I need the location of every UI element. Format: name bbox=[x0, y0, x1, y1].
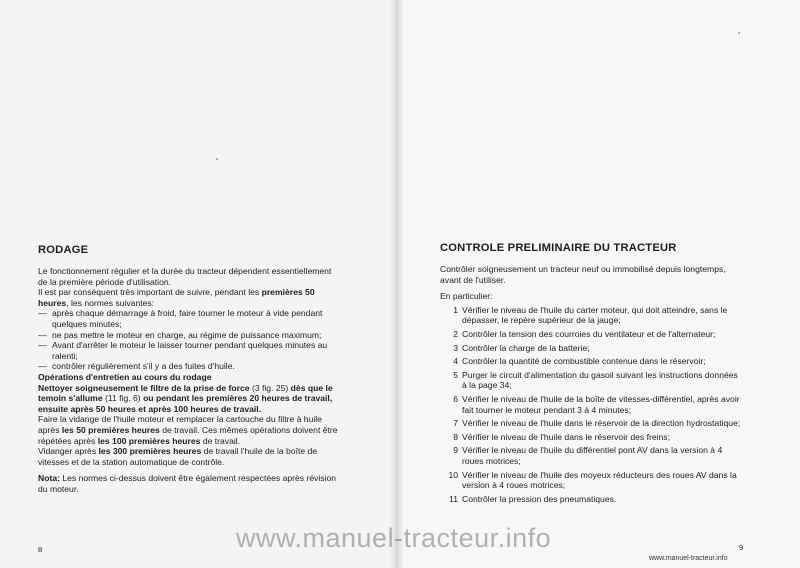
item-number: 6 bbox=[453, 393, 458, 404]
item-text: Vérifier le niveau de l'huile dans le réservoir des freins; bbox=[462, 431, 670, 442]
bullet-dash: — bbox=[38, 329, 47, 340]
rodage-body bbox=[38, 266, 341, 494]
book-gutter bbox=[390, 0, 404, 568]
bullet-dash: — bbox=[38, 308, 47, 319]
maintenance-subheading: Opérations d'entretien au cours du rodage bbox=[38, 371, 212, 382]
maint-ref-1: (3 fig. 25) bbox=[251, 382, 289, 393]
item-text: Vérifier le niveau de l'huile du différentiel pont AV dans la version à 4 roues motrices; bbox=[462, 445, 723, 466]
controle-body bbox=[440, 264, 744, 507]
checklist-item bbox=[440, 470, 744, 491]
source-footer: www.manuel-tracteur.info bbox=[649, 555, 728, 562]
en-particulier: En particulier: bbox=[440, 291, 493, 302]
watermark: www.manuel-tracteur.info bbox=[236, 523, 552, 553]
maint-ref-2: (11 fig. 6) bbox=[105, 393, 141, 404]
maintenance-paragraph bbox=[38, 383, 341, 415]
item-text: Vérifier le niveau de l'huile de la boîte de vitesses-différentiel, après avoir fait tourner le moteur pendant 3 à 4 minutes; bbox=[462, 393, 740, 415]
item-number: 5 bbox=[453, 369, 458, 380]
checklist-item bbox=[440, 445, 744, 466]
rodage-intro-1: Le fonctionnement régulier et la durée du tracteur dépendent essentiellement de la première période d'utilisation. bbox=[38, 266, 332, 287]
bullet-text: Avant d'arrêter le moteur le laisser tourner pendant quelques minutes au ralenti; bbox=[52, 340, 328, 361]
item-text: Contrôler la charge de la batterie; bbox=[462, 342, 590, 353]
rodage-title: RODAGE bbox=[38, 244, 89, 256]
checklist-item bbox=[440, 370, 744, 391]
speck bbox=[738, 32, 740, 34]
maint-bold-3: ou pendant les premières 20 heures de travail, ensuite après 50 heures et après 100 heures de travail. bbox=[38, 393, 333, 414]
intro-2-start: Il est par conséquent très important de suivre, pendant les bbox=[38, 287, 260, 298]
maint-bold-2: dès que le temoin s'allume bbox=[38, 382, 333, 404]
vidange-text-1: Faire la vidange de l'huile moteur et remplacer la cartouche du filtre à huile après bbox=[38, 414, 322, 435]
checklist-item bbox=[440, 305, 744, 326]
bullet-dash: — bbox=[38, 361, 47, 372]
vidange-paragraph bbox=[38, 414, 341, 446]
v300-bold: les 300 premières heures bbox=[98, 446, 202, 457]
item-number: 9 bbox=[453, 445, 458, 456]
item-text: Vérifier le niveau de l'huile des moyeux réducteurs des roues AV dans la version à 4 roues motrices; bbox=[462, 469, 737, 491]
intro-2-end: , les normes suivantes: bbox=[66, 297, 155, 308]
vidange-text-3: de travail. bbox=[202, 435, 241, 446]
bullet-item bbox=[38, 361, 341, 372]
vidange-bold-2: les 100 premières heures bbox=[97, 435, 201, 446]
item-text: Vérifier le niveau de l'huile du carter moteur, qui doit atteindre, sans le dépasser, le repère supérieur de la jauge; bbox=[462, 304, 728, 326]
item-number: 7 bbox=[453, 418, 458, 429]
item-text: Contrôler la pression des pneumatiques. bbox=[462, 493, 617, 504]
vidange-bold-1: les 50 premières heures bbox=[61, 424, 160, 435]
note-paragraph bbox=[38, 473, 341, 494]
item-number: 10 bbox=[448, 469, 458, 480]
bullet-text: après chaque démarrage à froid, faire tourner le moteur à vide pendant quelques minutes; bbox=[52, 308, 323, 329]
checklist-item bbox=[440, 418, 744, 429]
item-number: 11 bbox=[449, 493, 458, 504]
vidange-text-2: de travail. Ces mêmes opérations doivent être répétées après bbox=[38, 424, 338, 446]
bullet-dash: — bbox=[38, 340, 47, 351]
speck bbox=[216, 158, 218, 160]
item-number: 8 bbox=[453, 431, 458, 442]
item-number: 1 bbox=[453, 304, 458, 315]
maint-bold-1: Nettoyer soigneusement le filtre de la prise de force bbox=[38, 382, 250, 393]
controle-title: CONTROLE PRELIMINAIRE DU TRACTEUR bbox=[440, 242, 677, 254]
intro-2-bold: premières 50 heures bbox=[38, 287, 315, 308]
item-text: Contrôler la tension des courroies du ventilateur et de l'alternateur; bbox=[462, 328, 716, 339]
item-number: 2 bbox=[453, 328, 458, 339]
item-number: 3 bbox=[453, 342, 458, 353]
note-label: Nota: bbox=[38, 473, 60, 484]
note-text: Les normes ci-dessus doivent être également respectées après révision du moteur. bbox=[38, 473, 337, 494]
v300-text-2: de travail l'huile de la boîte de vitesses et de la station automatique de contrôle. bbox=[38, 446, 318, 467]
checklist-item bbox=[440, 329, 744, 340]
checklist-item bbox=[440, 494, 744, 505]
item-text: Purger le circuit d'alimentation du gasoil suivant les instructions données à la page 34; bbox=[462, 369, 738, 391]
rodage-intro-2 bbox=[38, 287, 341, 308]
bullet-item bbox=[38, 308, 341, 329]
page-number-left: 8 bbox=[38, 545, 43, 554]
checklist-item bbox=[440, 432, 744, 443]
item-number: 4 bbox=[453, 356, 458, 367]
checklist-item bbox=[440, 394, 744, 415]
item-text: Contrôler la quantité de combustible contenue dans le réservoir; bbox=[462, 356, 706, 367]
bullet-text: contrôler régulièrement s'il y a des fuites d'huile. bbox=[52, 361, 235, 372]
checklist-item bbox=[440, 343, 744, 354]
v300-text-1: Vidanger après bbox=[38, 446, 97, 457]
bullet-item bbox=[38, 340, 341, 361]
controle-intro: Contrôler soigneusement un tracteur neuf ou immobilisé depuis longtemps, avant de l'utiliser. bbox=[440, 264, 726, 285]
checklist-item bbox=[440, 356, 744, 367]
vidange-300-paragraph bbox=[38, 446, 341, 467]
page-number-right: 9 bbox=[739, 543, 744, 552]
item-text: Vérifier le niveau de l'huile dans le réservoir de la direction hydrostatique; bbox=[462, 418, 741, 429]
checklist bbox=[440, 305, 744, 505]
bullet-text: ne pas mettre le moteur en charge, au régime de puissance maximum; bbox=[52, 329, 322, 340]
bullet-item bbox=[38, 330, 341, 341]
